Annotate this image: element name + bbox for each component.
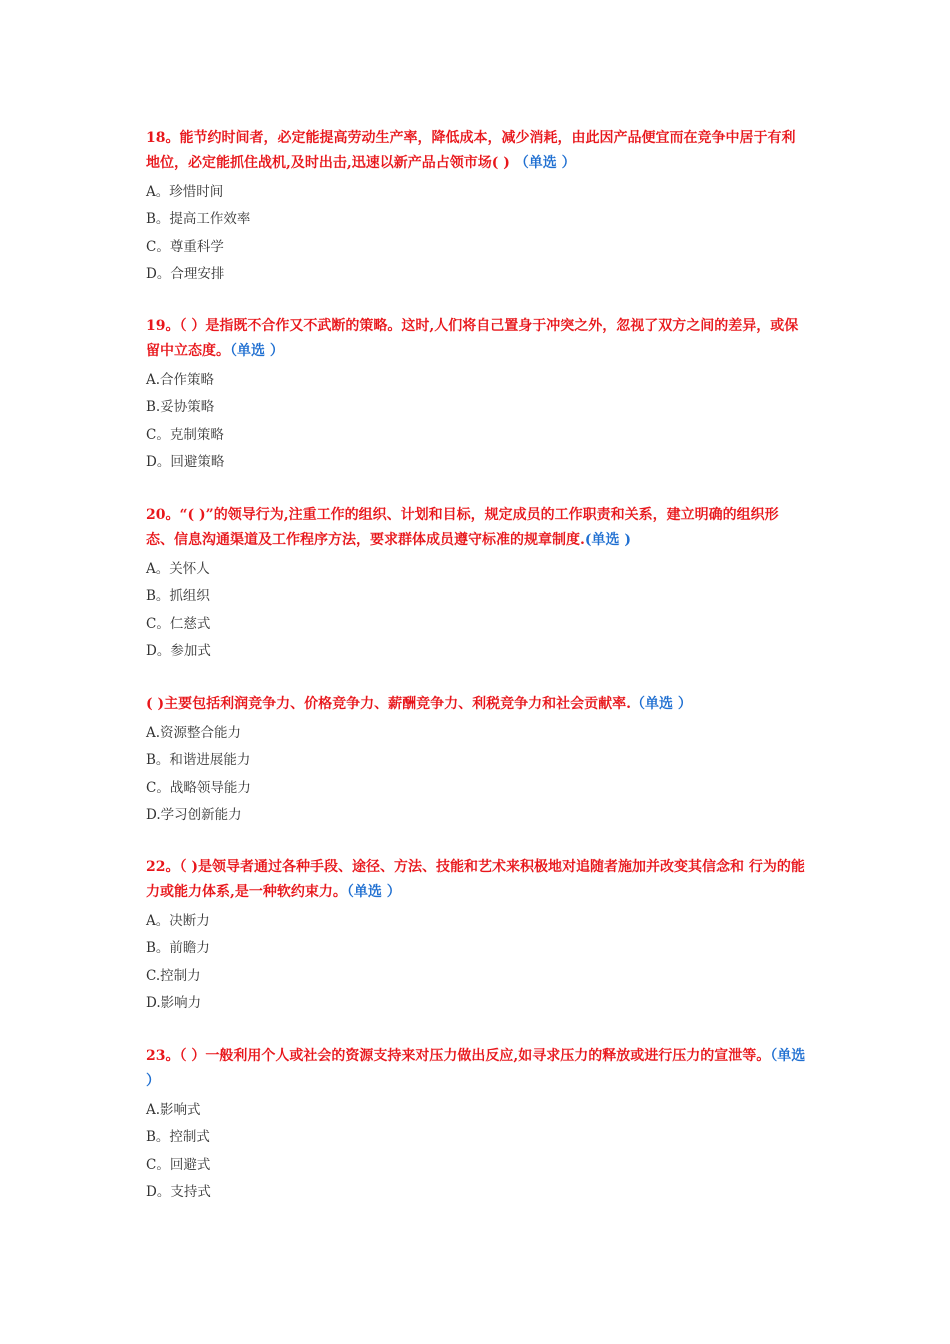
question-type-tag: （单选 ） [514, 155, 576, 171]
question-stem: ( )主要包括利润竞争力、价格竞争力、薪酬竞争力、利税竞争力和社会贡献率.（单选 ） [146, 696, 692, 712]
question-stem: 22。（ )是领导者通过各种手段、途径、方法、技能和艺术来积极地对追随者施加并改变其信念和 行为的能力或能力体系,是一种软约束力。（单选 ） [146, 859, 805, 900]
option-b: B.妥协策略 [146, 399, 215, 416]
option-list [146, 1097, 806, 1206]
option-list [146, 720, 806, 829]
question-19 [146, 314, 806, 476]
question-23 [146, 1044, 806, 1206]
option-d: D。合理安排 [146, 265, 225, 282]
option-d: D.影响力 [146, 994, 202, 1011]
option-d: D。支持式 [146, 1183, 211, 1200]
option-c: C。战略领导能力 [146, 779, 251, 796]
option-c: C。尊重科学 [146, 238, 224, 255]
option-d: D.学习创新能力 [146, 806, 242, 823]
question-22 [146, 855, 806, 1017]
option-a: A.影响式 [146, 1102, 201, 1118]
option-b: B。提高工作效率 [146, 211, 251, 228]
option-list [146, 179, 806, 288]
option-list [146, 556, 806, 665]
option-d: D。参加式 [146, 642, 211, 659]
option-d: D。回避策略 [146, 453, 225, 470]
question-type-tag: （单选 ） [346, 884, 401, 900]
question-18 [146, 126, 806, 288]
option-c: C。回避式 [146, 1156, 211, 1173]
option-b: B。控制式 [146, 1129, 210, 1146]
question-stem: 19。（ ）是指既不合作又不武断的策略。这时,人们将自己置身于冲突之外，忽视了双方之间的差异，或保留中立态度。（单选 ） [146, 318, 799, 359]
option-b: B。和谐进展能力 [146, 752, 251, 769]
question-type-tag: （单选 ） [631, 696, 692, 712]
question-20 [146, 503, 806, 665]
question-21 [146, 692, 806, 829]
option-c: C。仁慈式 [146, 615, 211, 632]
question-stem: 18。能节约时间者，必定能提高劳动生产率，降低成本，减少消耗，由此因产品便宜而在竞争中居于有利地位，必定能抓住战机,及时出击,迅速以新产品占领市场( ) （单选 ） [146, 130, 796, 171]
option-a: A.合作策略 [146, 372, 215, 388]
option-a: A。关怀人 [146, 561, 210, 577]
option-a: A。决断力 [146, 913, 210, 929]
option-b: B。前瞻力 [146, 940, 210, 957]
option-a: A.资源整合能力 [146, 725, 242, 741]
question-stem: 23。（ ）一般利用个人或社会的资源支持来对压力做出反应,如寻求压力的释放或进行压力的宣泄等。（单选 ） [146, 1048, 806, 1089]
question-type-tag: (单选 ) [584, 532, 631, 548]
option-list [146, 908, 806, 1017]
question-type-tag: （单选 ） [230, 343, 284, 359]
option-a: A。珍惜时间 [146, 184, 224, 200]
question-stem: 20。“( )”的领导行为,注重工作的组织、计划和目标，规定成员的工作职责和关系，建立明确的组织形态、信息沟通渠道及工作程序方法，要求群体成员遵守标准的规章制度.(单选 ) [146, 507, 779, 548]
option-c: C。克制策略 [146, 426, 224, 443]
question-type-tag: （单选 ） [146, 1048, 806, 1089]
option-list [146, 367, 806, 476]
option-c: C.控制力 [146, 967, 201, 984]
option-b: B。抓组织 [146, 588, 210, 605]
